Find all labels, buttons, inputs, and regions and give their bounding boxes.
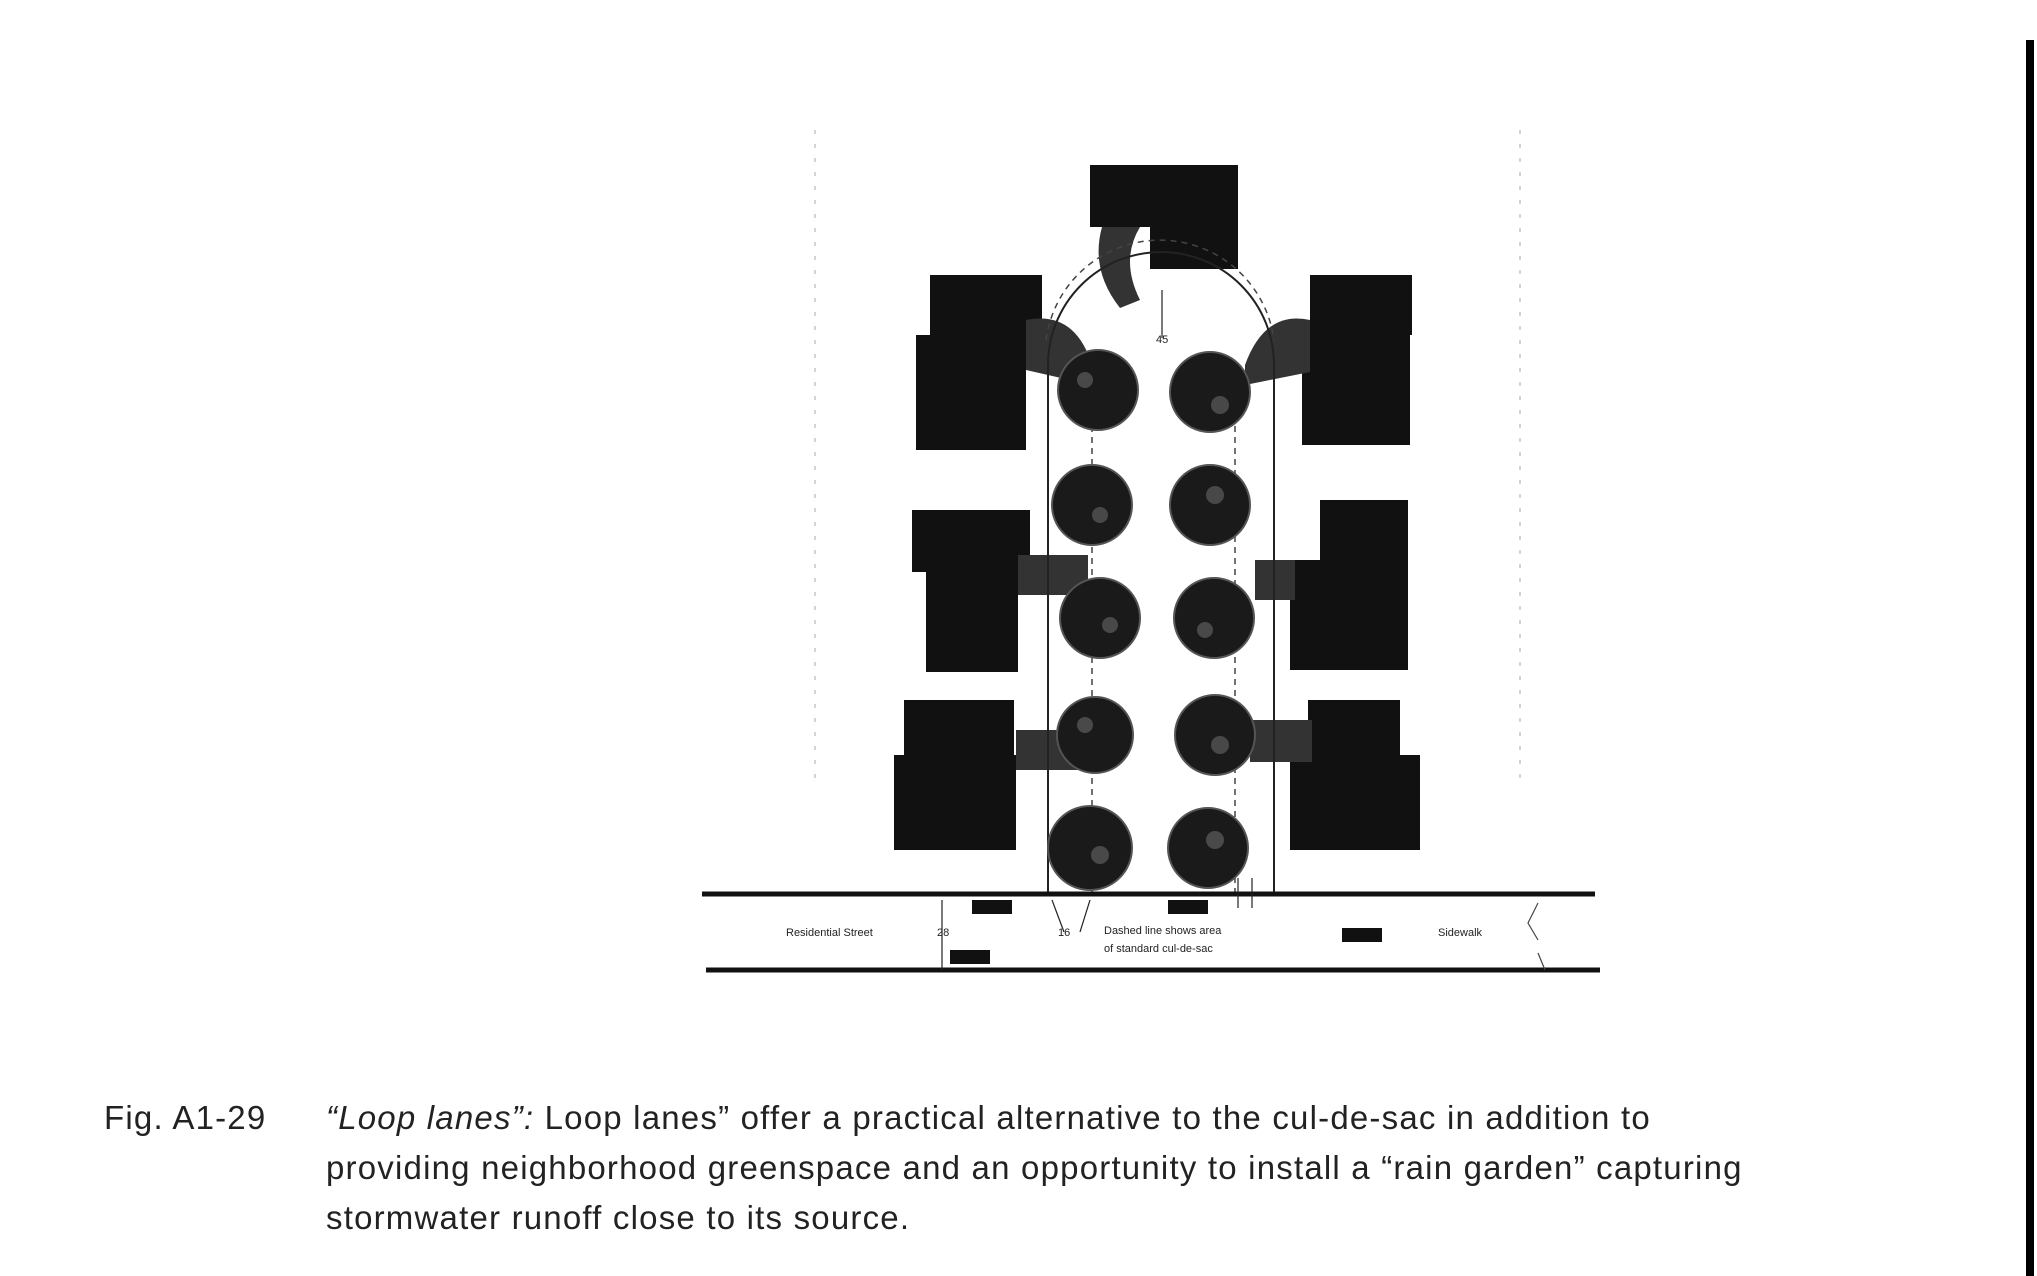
tree <box>1175 695 1255 775</box>
tree <box>1052 465 1132 545</box>
caption-line-3: stormwater runoff close to its source. <box>326 1199 911 1236</box>
label-dashed-line-2: of standard cul-de-sac <box>1104 943 1213 955</box>
house-left-2 <box>912 510 1088 672</box>
tree <box>1174 578 1254 658</box>
house-top <box>1090 165 1238 308</box>
dim-lane-width: 16 <box>1058 927 1071 939</box>
label-sidewalk: Sidewalk <box>1438 927 1483 939</box>
tree <box>1060 578 1140 658</box>
dim-loop-end: 45 <box>1156 334 1169 346</box>
house-right-2 <box>1255 500 1408 670</box>
parked-car <box>1168 900 1208 914</box>
tree <box>1057 697 1133 773</box>
tree <box>1168 808 1248 888</box>
house-left-1 <box>916 275 1092 450</box>
loop-lane-site-plan <box>690 110 1620 990</box>
tree <box>1048 806 1132 890</box>
label-street: Residential Street <box>786 927 873 939</box>
parked-car <box>1342 928 1382 942</box>
figure-number: Fig. A1-29 <box>104 1099 267 1136</box>
parked-car <box>950 950 990 964</box>
house-right-1 <box>1245 275 1412 445</box>
caption-line-1 <box>104 1093 2004 1143</box>
page-edge-bar <box>2026 40 2034 1276</box>
label-dashed-line-1: Dashed line shows area <box>1104 925 1222 937</box>
sidewalk-leader <box>1528 903 1545 970</box>
parked-car <box>972 900 1012 914</box>
caption-term: “Loop lanes”: <box>326 1099 535 1136</box>
tree <box>1170 352 1250 432</box>
figure-caption <box>104 1093 2004 1243</box>
house-right-3 <box>1250 700 1420 850</box>
tree <box>1170 465 1250 545</box>
dim-street-width: 28 <box>937 927 950 939</box>
caption-line-1-text: Loop lanes” offer a practical alternative to the cul-de-sac in addition to <box>544 1099 1651 1136</box>
tree <box>1058 350 1138 430</box>
caption-line-2: providing neighborhood greenspace and an opportunity to install a “rain garden” capturing <box>326 1149 1743 1186</box>
